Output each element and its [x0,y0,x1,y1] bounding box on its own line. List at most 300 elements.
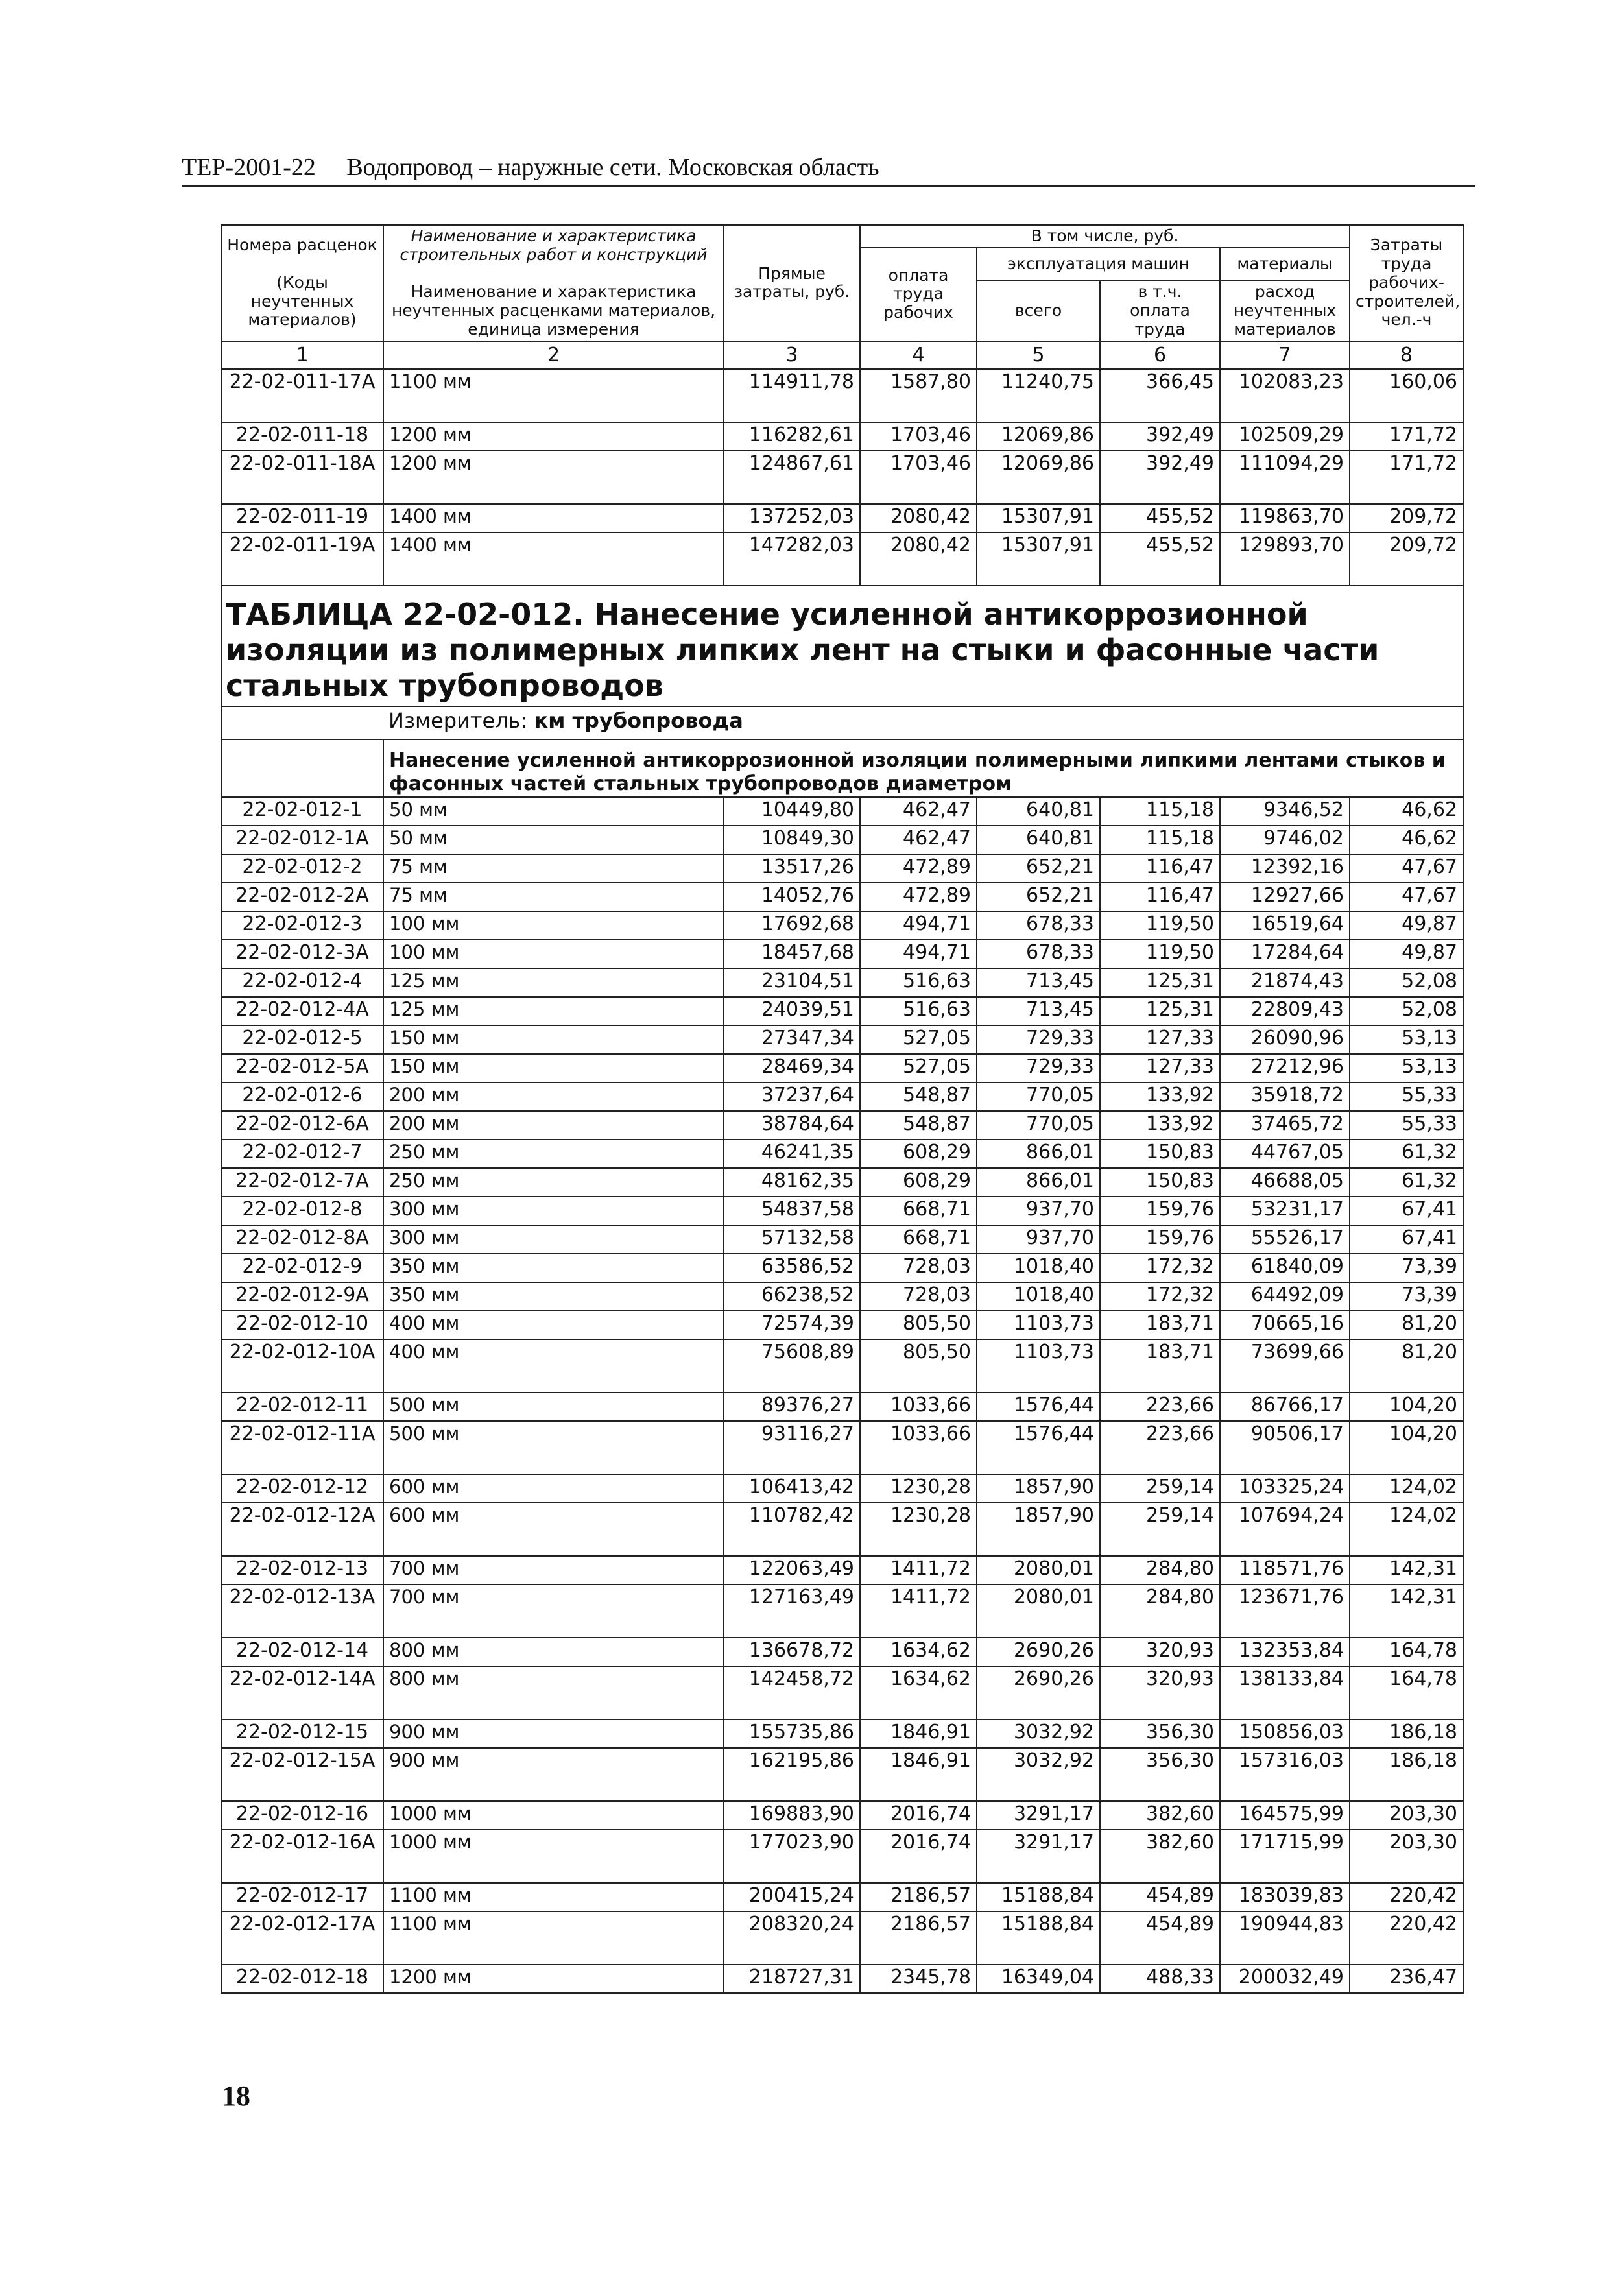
materials-cost: 129893,70 [1220,532,1350,586]
work-name: 600 мм [383,1474,724,1503]
rate-code: 22-02-012-2 [221,854,383,883]
rate-code: 22-02-011-17А [221,369,383,422]
machines-wages: 284,80 [1100,1556,1220,1585]
worker-wages: 1411,72 [860,1585,977,1638]
rate-code: 22-02-012-17А [221,1911,383,1965]
work-name: 1000 мм [383,1801,724,1830]
work-name: 1400 мм [383,532,724,586]
materials-cost: 157316,03 [1220,1748,1350,1801]
machines-wages: 183,71 [1100,1311,1220,1339]
rate-code: 22-02-011-18 [221,422,383,451]
rate-code: 22-02-012-10 [221,1311,383,1339]
table-row [221,451,1463,504]
rate-code: 22-02-012-4 [221,968,383,997]
machines-wages: 125,31 [1100,968,1220,997]
col-header-code: Номера расценок (Коды неучтенных материалов) [221,225,383,341]
materials-cost: 9346,52 [1220,797,1350,826]
table-row [221,504,1463,532]
work-name: 400 мм [383,1311,724,1339]
worker-wages: 1634,62 [860,1638,977,1666]
work-name: 500 мм [383,1393,724,1421]
direct-costs: 114911,78 [724,369,860,422]
machines-total: 15188,84 [977,1883,1100,1911]
materials-cost: 190944,83 [1220,1911,1350,1965]
rate-code: 22-02-012-1 [221,797,383,826]
machines-wages: 488,33 [1100,1965,1220,1993]
machines-wages: 150,83 [1100,1140,1220,1168]
work-name: 800 мм [383,1666,724,1719]
table-row [221,1111,1463,1140]
table-row [221,940,1463,968]
direct-costs: 147282,03 [724,532,860,586]
materials-cost: 61840,09 [1220,1254,1350,1282]
table-row [221,1556,1463,1585]
table-row [221,1585,1463,1638]
worker-wages: 608,29 [860,1140,977,1168]
materials-cost: 123671,76 [1220,1585,1350,1638]
machines-total: 678,33 [977,911,1100,940]
materials-cost: 119863,70 [1220,504,1350,532]
machines-total: 1576,44 [977,1421,1100,1474]
machines-wages: 366,45 [1100,369,1220,422]
materials-cost: 118571,76 [1220,1556,1350,1585]
labor-hours: 73,39 [1350,1254,1463,1282]
rate-code: 22-02-012-5А [221,1054,383,1083]
direct-costs: 122063,49 [724,1556,860,1585]
machines-wages: 392,49 [1100,451,1220,504]
worker-wages: 494,71 [860,911,977,940]
rate-code: 22-02-012-2А [221,883,383,911]
table-row [221,826,1463,854]
direct-costs: 75608,89 [724,1339,860,1393]
materials-cost: 12392,16 [1220,854,1350,883]
column-number: 2 [383,341,724,370]
rate-code: 22-02-011-19А [221,532,383,586]
worker-wages: 527,05 [860,1025,977,1054]
rate-code: 22-02-012-7 [221,1140,383,1168]
table-title: ТАБЛИЦА 22-02-012. Нанесение усиленной антикоррозионной изоляции из полимерных липких лент на стыки и фасонные части стальных трубопроводов [221,586,1463,706]
measure-label: Измеритель: [388,708,528,733]
table-row [221,883,1463,911]
work-name: 900 мм [383,1748,724,1801]
table-row [221,422,1463,451]
labor-hours: 61,32 [1350,1140,1463,1168]
rate-code: 22-02-012-7А [221,1168,383,1197]
labor-hours: 49,87 [1350,940,1463,968]
work-name: 1200 мм [383,1965,724,1993]
direct-costs: 110782,42 [724,1503,860,1556]
labor-hours: 52,08 [1350,968,1463,997]
direct-costs: 24039,51 [724,997,860,1025]
worker-wages: 805,50 [860,1311,977,1339]
machines-total: 12069,86 [977,422,1100,451]
table-row [221,369,1463,422]
machines-wages: 320,93 [1100,1638,1220,1666]
machines-wages: 116,47 [1100,883,1220,911]
measure-value: км трубопровода [534,708,743,733]
materials-cost: 102083,23 [1220,369,1350,422]
work-name: 75 мм [383,883,724,911]
worker-wages: 1703,46 [860,422,977,451]
worker-wages: 1411,72 [860,1556,977,1585]
rate-code: 22-02-012-14А [221,1666,383,1719]
labor-hours: 142,31 [1350,1556,1463,1585]
machines-total: 11240,75 [977,369,1100,422]
worker-wages: 2080,42 [860,504,977,532]
worker-wages: 668,71 [860,1225,977,1254]
materials-cost: 64492,09 [1220,1282,1350,1311]
work-name: 350 мм [383,1282,724,1311]
machines-total: 652,21 [977,883,1100,911]
labor-hours: 236,47 [1350,1965,1463,1993]
rate-code: 22-02-012-11А [221,1421,383,1474]
rate-code: 22-02-012-10А [221,1339,383,1393]
labor-hours: 171,72 [1350,422,1463,451]
work-name: 400 мм [383,1339,724,1393]
labor-hours: 73,39 [1350,1282,1463,1311]
col-header-name: Наименование и характеристика строительных работ и конструкций Наименование и характеристика неучтенных расценками материалов, единица измерения [383,225,724,341]
direct-costs: 177023,90 [724,1830,860,1883]
work-name: 1100 мм [383,1911,724,1965]
materials-cost: 22809,43 [1220,997,1350,1025]
machines-total: 2080,01 [977,1585,1100,1638]
machines-wages: 382,60 [1100,1801,1220,1830]
work-name: 1400 мм [383,504,724,532]
table-row [221,1965,1463,1993]
labor-hours: 46,62 [1350,797,1463,826]
col-header-materials: материалы [1220,248,1350,281]
labor-hours: 49,87 [1350,911,1463,940]
rate-code: 22-02-012-13А [221,1585,383,1638]
rate-code: 22-02-012-15А [221,1748,383,1801]
direct-costs: 23104,51 [724,968,860,997]
table-row [221,532,1463,586]
direct-costs: 200415,24 [724,1883,860,1911]
header-title: Водопровод – наружные сети. Московская область [346,154,879,181]
table-row [221,854,1463,883]
work-name: 900 мм [383,1719,724,1748]
table-row [221,1254,1463,1282]
materials-cost: 70665,16 [1220,1311,1350,1339]
worker-wages: 462,47 [860,826,977,854]
direct-costs: 162195,86 [724,1748,860,1801]
worker-wages: 472,89 [860,854,977,883]
worker-wages: 608,29 [860,1168,977,1197]
machines-wages: 159,76 [1100,1225,1220,1254]
rate-code: 22-02-012-15 [221,1719,383,1748]
machines-total: 1103,73 [977,1311,1100,1339]
machines-wages: 133,92 [1100,1111,1220,1140]
work-name: 1100 мм [383,1883,724,1911]
rate-code: 22-02-012-5 [221,1025,383,1054]
table-row [221,1421,1463,1474]
col-header-direct-costs: Прямые затраты, руб. [724,225,860,341]
direct-costs: 218727,31 [724,1965,860,1993]
materials-cost: 102509,29 [1220,422,1350,451]
direct-costs: 124867,61 [724,451,860,504]
direct-costs: 63586,52 [724,1254,860,1282]
table-row [221,1197,1463,1225]
worker-wages: 472,89 [860,883,977,911]
machines-total: 15307,91 [977,504,1100,532]
work-name: 200 мм [383,1111,724,1140]
machines-total: 866,01 [977,1140,1100,1168]
machines-total: 640,81 [977,797,1100,826]
machines-total: 729,33 [977,1025,1100,1054]
machines-wages: 115,18 [1100,826,1220,854]
table-row [221,1748,1463,1801]
direct-costs: 72574,39 [724,1311,860,1339]
machines-total: 866,01 [977,1168,1100,1197]
machines-total: 1857,90 [977,1474,1100,1503]
worker-wages: 2080,42 [860,532,977,586]
materials-cost: 9746,02 [1220,826,1350,854]
materials-cost: 103325,24 [1220,1474,1350,1503]
labor-hours: 124,02 [1350,1503,1463,1556]
direct-costs: 106413,42 [724,1474,860,1503]
table-row [221,1311,1463,1339]
work-name: 600 мм [383,1503,724,1556]
direct-costs: 17692,68 [724,911,860,940]
direct-costs: 18457,68 [724,940,860,968]
section-title: Нанесение усиленной антикоррозионной изоляции полимерными липкими лентами стыков и фасонных частей стальных трубопроводов диаметром [383,739,1463,797]
materials-cost: 55526,17 [1220,1225,1350,1254]
labor-hours: 61,32 [1350,1168,1463,1197]
col-header-labor: Затраты труда рабочих-строителей, чел.-ч [1350,225,1463,341]
machines-wages: 127,33 [1100,1025,1220,1054]
machines-total: 12069,86 [977,451,1100,504]
worker-wages: 2186,57 [860,1911,977,1965]
table-body-011 [221,369,1463,586]
table-row [221,1638,1463,1666]
worker-wages: 2016,74 [860,1830,977,1883]
machines-total: 16349,04 [977,1965,1100,1993]
labor-hours: 53,13 [1350,1025,1463,1054]
col-header-machines-wages: в т.ч. оплата труда [1100,281,1220,341]
direct-costs: 38784,64 [724,1111,860,1140]
col-header-machines: эксплуатация машин [977,248,1220,281]
machines-total: 1857,90 [977,1503,1100,1556]
work-name: 350 мм [383,1254,724,1282]
direct-costs: 28469,34 [724,1054,860,1083]
table-row [221,1140,1463,1168]
rates-table [221,224,1464,1994]
rate-code: 22-02-012-11 [221,1393,383,1421]
worker-wages: 516,63 [860,997,977,1025]
direct-costs: 46241,35 [724,1140,860,1168]
rate-code: 22-02-012-18 [221,1965,383,1993]
table-row [221,1666,1463,1719]
measure-unit [383,706,1463,740]
worker-wages: 1587,80 [860,369,977,422]
labor-hours: 186,18 [1350,1748,1463,1801]
rate-code: 22-02-012-6А [221,1111,383,1140]
machines-total: 713,45 [977,968,1100,997]
table-row [221,997,1463,1025]
rate-code: 22-02-012-12 [221,1474,383,1503]
work-name: 75 мм [383,854,724,883]
machines-wages: 183,71 [1100,1339,1220,1393]
labor-hours: 220,42 [1350,1883,1463,1911]
worker-wages: 516,63 [860,968,977,997]
worker-wages: 1033,66 [860,1393,977,1421]
labor-hours: 164,78 [1350,1638,1463,1666]
column-number: 4 [860,341,977,370]
worker-wages: 805,50 [860,1339,977,1393]
work-name: 1200 мм [383,422,724,451]
direct-costs: 37237,64 [724,1083,860,1111]
direct-costs: 127163,49 [724,1585,860,1638]
worker-wages: 548,87 [860,1111,977,1140]
rate-code: 22-02-012-8 [221,1197,383,1225]
machines-total: 2690,26 [977,1666,1100,1719]
labor-hours: 55,33 [1350,1083,1463,1111]
labor-hours: 160,06 [1350,369,1463,422]
table-header [221,225,1463,341]
machines-total: 937,70 [977,1225,1100,1254]
rate-code: 22-02-012-13 [221,1556,383,1585]
machines-wages: 127,33 [1100,1054,1220,1083]
labor-hours: 46,62 [1350,826,1463,854]
work-name: 500 мм [383,1421,724,1474]
labor-hours: 142,31 [1350,1585,1463,1638]
materials-cost: 12927,66 [1220,883,1350,911]
materials-cost: 138133,84 [1220,1666,1350,1719]
machines-total: 729,33 [977,1054,1100,1083]
work-name: 300 мм [383,1197,724,1225]
rate-code: 22-02-011-18А [221,451,383,504]
rate-code: 22-02-012-14 [221,1638,383,1666]
materials-cost: 90506,17 [1220,1421,1350,1474]
table-row [221,1830,1463,1883]
col-header-wages: оплата труда рабочих [860,248,977,341]
direct-costs: 155735,86 [724,1719,860,1748]
machines-wages: 223,66 [1100,1421,1220,1474]
materials-cost: 111094,29 [1220,451,1350,504]
machines-total: 1018,40 [977,1254,1100,1282]
materials-cost: 44767,05 [1220,1140,1350,1168]
machines-total: 1018,40 [977,1282,1100,1311]
labor-hours: 52,08 [1350,997,1463,1025]
table-row [221,1883,1463,1911]
machines-wages: 133,92 [1100,1083,1220,1111]
worker-wages: 494,71 [860,940,977,968]
work-name: 1100 мм [383,369,724,422]
work-name: 250 мм [383,1168,724,1197]
machines-total: 3291,17 [977,1801,1100,1830]
direct-costs: 66238,52 [724,1282,860,1311]
worker-wages: 1634,62 [860,1666,977,1719]
machines-total: 770,05 [977,1083,1100,1111]
labor-hours: 55,33 [1350,1111,1463,1140]
work-name: 700 мм [383,1585,724,1638]
machines-total: 937,70 [977,1197,1100,1225]
labor-hours: 81,20 [1350,1339,1463,1393]
materials-cost: 46688,05 [1220,1168,1350,1197]
direct-costs: 142458,72 [724,1666,860,1719]
work-name: 50 мм [383,797,724,826]
labor-hours: 104,20 [1350,1393,1463,1421]
materials-cost: 37465,72 [1220,1111,1350,1140]
materials-cost: 86766,17 [1220,1393,1350,1421]
rate-code: 22-02-012-16А [221,1830,383,1883]
machines-wages: 320,93 [1100,1666,1220,1719]
materials-cost: 150856,03 [1220,1719,1350,1748]
machines-wages: 172,32 [1100,1282,1220,1311]
table-row [221,1719,1463,1748]
direct-costs: 137252,03 [724,504,860,532]
worker-wages: 2186,57 [860,1883,977,1911]
materials-cost: 26090,96 [1220,1025,1350,1054]
machines-total: 1576,44 [977,1393,1100,1421]
table-012-heading [221,586,1463,797]
materials-cost: 27212,96 [1220,1054,1350,1083]
table-row [221,1474,1463,1503]
rate-code: 22-02-012-4А [221,997,383,1025]
machines-wages: 116,47 [1100,854,1220,883]
page-number: 18 [222,2080,250,2112]
labor-hours: 81,20 [1350,1311,1463,1339]
work-name: 800 мм [383,1638,724,1666]
machines-wages: 455,52 [1100,504,1220,532]
rate-code: 22-02-011-19 [221,504,383,532]
worker-wages: 1230,28 [860,1503,977,1556]
rate-code: 22-02-012-16 [221,1801,383,1830]
labor-hours: 203,30 [1350,1801,1463,1830]
materials-cost: 164575,99 [1220,1801,1350,1830]
rate-code: 22-02-012-17 [221,1883,383,1911]
machines-wages: 392,49 [1100,422,1220,451]
column-number: 7 [1220,341,1350,370]
worker-wages: 2345,78 [860,1965,977,1993]
rate-code: 22-02-012-1А [221,826,383,854]
machines-total: 15188,84 [977,1911,1100,1965]
labor-hours: 47,67 [1350,883,1463,911]
direct-costs: 208320,24 [724,1911,860,1965]
rate-code: 22-02-012-9А [221,1282,383,1311]
worker-wages: 668,71 [860,1197,977,1225]
work-name: 700 мм [383,1556,724,1585]
direct-costs: 54837,58 [724,1197,860,1225]
column-numbers [221,341,1463,370]
materials-cost: 73699,66 [1220,1339,1350,1393]
rate-code: 22-02-012-3А [221,940,383,968]
machines-wages: 454,89 [1100,1911,1220,1965]
table-row [221,1393,1463,1421]
direct-costs: 10849,30 [724,826,860,854]
column-number: 1 [221,341,383,370]
machines-wages: 119,50 [1100,940,1220,968]
direct-costs: 116282,61 [724,422,860,451]
work-name: 125 мм [383,968,724,997]
work-name: 100 мм [383,911,724,940]
labor-hours: 124,02 [1350,1474,1463,1503]
column-number: 6 [1100,341,1220,370]
direct-costs: 10449,80 [724,797,860,826]
table-row [221,797,1463,826]
labor-hours: 203,30 [1350,1830,1463,1883]
labor-hours: 171,72 [1350,451,1463,504]
materials-cost: 16519,64 [1220,911,1350,940]
direct-costs: 57132,58 [724,1225,860,1254]
col-header-machines-total: всего [977,281,1100,341]
materials-cost: 132353,84 [1220,1638,1350,1666]
rate-code: 22-02-012-12А [221,1503,383,1556]
machines-wages: 284,80 [1100,1585,1220,1638]
machines-total: 2690,26 [977,1638,1100,1666]
worker-wages: 728,03 [860,1282,977,1311]
direct-costs: 13517,26 [724,854,860,883]
